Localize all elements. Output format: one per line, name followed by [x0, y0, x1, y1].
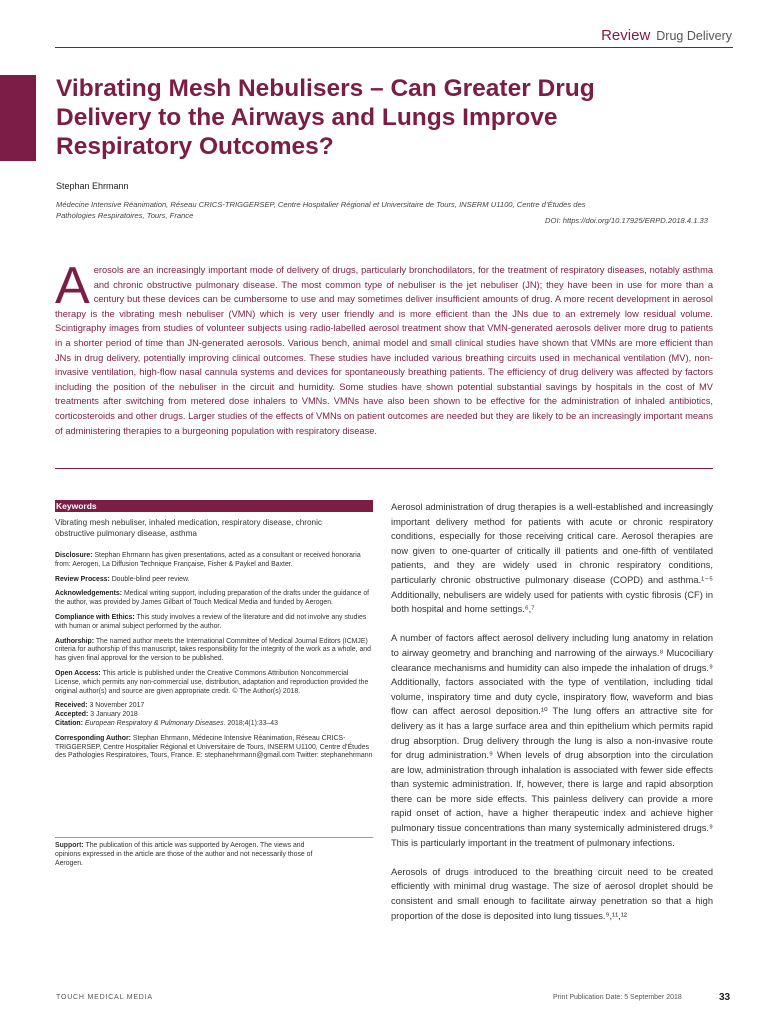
doi-link[interactable]: DOI: https://doi.org/10.17925/ERPD.2018.4.1.33 — [545, 216, 708, 225]
acknowledgements-note — [55, 590, 373, 608]
abstract — [55, 257, 713, 438]
footer-publisher: TOUCH MEDICAL MEDIA — [56, 994, 153, 1001]
ethics-text: This study involves a review of the literature and did not involve any studies with human or animal subject performed by the author. — [55, 613, 367, 630]
citation-details: . 2018;4(1):33–43 — [223, 719, 278, 727]
ethics-label: Compliance with Ethics: — [55, 613, 135, 621]
author-name: Stephan Ehrmann — [56, 181, 129, 191]
corresponding-text: Stephan Ehrmann, Médecine Intensive Réanimation, Réseau CRICS-TRIGGERSEP, Centre Hospitalier Régional et Universitaire de Tours, INSERM U1100, Centre d’Études des Pathologies Respiratoires, Tours, France. E: stephanehrmann@gmail.com Twitter: stephanehrmann — [55, 734, 373, 760]
review-process-label: Review Process: — [55, 575, 110, 583]
authorship-label: Authorship: — [55, 637, 95, 645]
disclosure-label: Disclosure: — [55, 552, 93, 559]
body-paragraph: Aerosols of drugs introduced to the breathing circuit need to be created efficiently with minimal drug wastage. The size of aerosol droplet should be consistent and small enough to facilitate airway penetration so that a high proportion of the dose is deposited into lung tissues.⁹,¹¹,¹² — [391, 866, 713, 921]
body-paragraph: A number of factors affect aerosol delivery including lung anatomy in relation to airway geometry and branching and narrowing of the airways.⁸ Mucociliary clearance mechanisms and humidity can also impede the inhalation of drugs.⁹ Additionally, factors associated with the type of ventilation, including tidal volume, inspiratory time and duty cycle, inspiratory flow, waveform and bias flow can affect aerosol deposition.¹⁰ The lung offers an attractive site for delivery as it has a large surface area and thin epithelium which permits rapid drug absorption. Drug delivery through the lung is also a non-invasive route for drug administration.⁹ When levels of drug absorption into the circulation are low, administration through inhalation is associated with fewer side effects than systemic administration. If, however, there is large and rapid absorption there can be more side effects. This painless delivery can provide a more rapid onset of action, have a higher therapeutic index and achieve higher pulmonary tissue concentrations than many systemically administered drugs.⁹ This is particularly important in the treatment of pulmonary infections. — [391, 633, 713, 848]
abstract-dropcap: A — [55, 257, 90, 315]
abstract-rule — [55, 468, 713, 469]
citation-label: Citation: — [55, 719, 83, 727]
open-access-label: Open Access: — [55, 669, 101, 677]
authorship-note — [55, 638, 373, 664]
citation-journal: European Respiratory & Pulmonary Diseases — [84, 719, 224, 727]
section-label: Review — [601, 27, 651, 44]
support-text: The publication of this article was supported by Aerogen. The views and opinions expressed in the article are those of the author and not necessarily those of Aerogen. — [55, 842, 313, 867]
article-info — [55, 552, 373, 767]
header-rule — [55, 47, 733, 48]
article-title: Vibrating Mesh Nebulisers – Can Greater Drug Delivery to the Airways and Lungs Improve Respiratory Outcomes? — [56, 75, 595, 160]
acknowledgements-label: Acknowledgements: — [55, 590, 123, 598]
disclosure-text: Stephan Ehrmann has given presentations, acted as a consultant or received honoraria from: Aerogen, La Diffusion Technique Française, Fisher & Paykel and Baxter. — [55, 552, 361, 568]
corresponding-label: Corresponding Author: — [55, 734, 131, 742]
body-text — [391, 500, 713, 938]
open-access-note — [55, 670, 373, 696]
title-accent-bar — [0, 75, 36, 161]
disclosure-note — [55, 552, 373, 570]
subsection-label: Drug Delivery — [656, 29, 732, 43]
accepted-text: 3 January 2018 — [90, 711, 138, 719]
received-date — [55, 702, 373, 711]
page-number: 33 — [719, 992, 731, 1003]
corresponding-author-note — [55, 735, 373, 761]
running-header — [601, 27, 732, 44]
open-access-text: This article is published under the Creative Commons Attribution Noncommercial License, which permits any non-commercial use, distribution, adaptation and reproduction provided the original author(s) and source are given appropriate credit. © The Author(s) 2018. — [55, 669, 369, 695]
review-process-text: Double-blind peer review. — [111, 575, 190, 583]
author-affiliation: Médecine Intensive Réanimation, Réseau CRICS-TRIGGERSEP, Centre Hospitalier Régional et Universitaire de Tours, INSERM U1100, Centre d’Études des Pathologies Respiratoires, Tours, France — [56, 200, 586, 220]
support-label: Support: — [55, 842, 84, 849]
received-text: 3 November 2017 — [89, 702, 145, 710]
support-rule — [55, 837, 373, 838]
abstract-text: erosols are an increasingly important mode of delivery of drugs, particularly bronchodilators, for the treatment of respiratory diseases, notably asthma and chronic obstructive pulmonary disease. The most common type of nebuliser is the jet nebuliser (JN); they have been in use for more than a century but these devices can be cumbersome to use and may sometimes deliver insufficient amounts of drug. A more recent development in aerosol therapy is the vibrating mesh nebuliser (VMN) which is very user friendly and is more efficient than the JNs due to an extremely low residual volume. Scintigraphy images from studies of volunteer subjects using radio-labelled aerosol treatment show that VMN-generated aerosols deliver more drug to patients in a shorter period of time than JN-generated aerosols. Various bench, animal model and small clinical studies have shown that VMNs are more efficient than JNs in drug delivery, potentially improving clinical outcomes. These studies have included various breathing circuits used in mechanical ventilation (MV), non-invasive ventilation, high-flow nasal cannula systems and devices for spontaneously breathing patients. The efficiency of drug delivery was affected by factors including the position of the nebuliser in the circuit and humidity. Some studies have shown potential substantial savings by hospitals in the cost of MV treatments after switching from metered dose inhalers to VMNs. VMNs have also been shown to be effective for the administration of inhaled antibiotics, corticosteroids and other drugs. Larger studies of the effects of VMNs on patient outcomes are needed but they are likely to be an increasingly important means of administering therapies to a burgeoning population with respiratory disease. — [55, 265, 713, 436]
support-note — [55, 842, 315, 868]
acknowledgements-text: Medical writing support, including preparation of the drafts under the guidance of the author, was provided by James Gilbart of Touch Medical Media and funded by Aerogen. — [55, 590, 370, 607]
keywords-text: Vibrating mesh nebuliser, inhaled medication, respiratory disease, chronic obstructive pulmonary disease, asthma — [55, 518, 322, 538]
citation-note — [55, 720, 373, 729]
body-paragraph: Aerosol administration of drug therapies is a well-established and increasingly important delivery method for patients with acute or chronic respiratory conditions, especially for those receiving critical care. Aerosol therapies are now given to one-quarter of critically ill patients and one-fifth of ventilated patients, and they are widely used in chronic respiratory conditions, particularly chronic obstructive pulmonary disease (COPD) and asthma.¹⁻⁵ Additionally, nebulisers are widely used for patients with cystic fibrosis (CF) in both hospital and home settings.⁶,⁷ — [391, 502, 713, 615]
authorship-text: The named author meets the International Committee of Medical Journal Editors (ICMJE) criteria for authorship of this manuscript, takes responsibility for the integrity of the work as a whole, and has given final approval for the version to be published. — [55, 637, 371, 663]
footer-publication-date: Print Publication Date: 5 September 2018 — [553, 994, 682, 1001]
review-process-note — [55, 576, 373, 585]
ethics-note — [55, 614, 373, 632]
keywords-heading: Keywords — [55, 500, 373, 512]
accepted-label: Accepted: — [55, 711, 89, 719]
accepted-date — [55, 711, 373, 720]
received-label: Received: — [55, 702, 88, 710]
